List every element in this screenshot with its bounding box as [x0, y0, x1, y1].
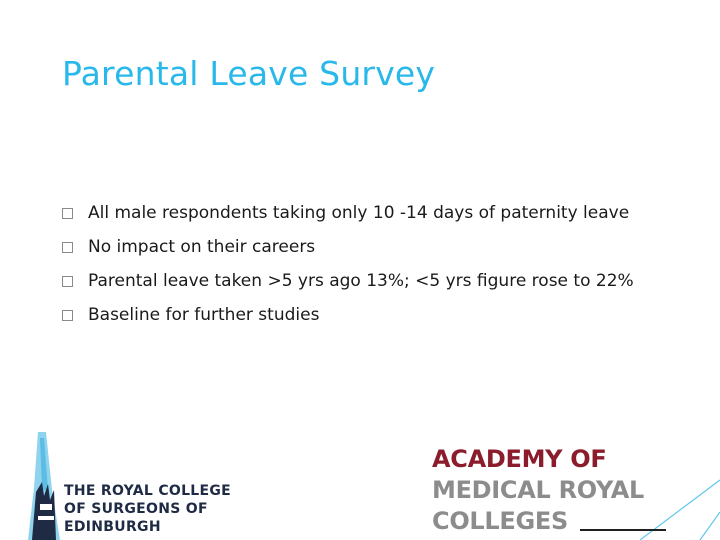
bullet-item: [62, 298, 634, 332]
amrc-line: COLLEGES: [432, 507, 568, 535]
slide-title: Parental Leave Survey: [62, 54, 436, 93]
checkbox-bullet-icon: [62, 208, 73, 219]
amrc-underline: [580, 529, 666, 531]
checkbox-bullet-icon: [62, 242, 73, 253]
bullet-text: Parental leave taken >5 yrs ago 13%; <5 yrs figure rose to 22%: [88, 271, 634, 291]
rcsed-line: EDINBURGH: [64, 519, 161, 535]
amrc-line: MEDICAL ROYAL: [432, 476, 645, 504]
bullet-text: No impact on their careers: [88, 237, 316, 257]
checkbox-bullet-icon: [62, 310, 73, 321]
amrc-logo: [432, 444, 666, 537]
bullet-item: [62, 230, 634, 264]
rcsed-logo-text: [64, 482, 231, 536]
rcsed-line: THE ROYAL COLLEGE: [64, 483, 232, 499]
bullet-item: [62, 264, 634, 298]
bullet-item: [62, 196, 634, 230]
rcsed-line: OF SURGEONS OF: [64, 501, 208, 517]
bullet-text: Baseline for further studies: [88, 305, 320, 325]
bullet-list: [62, 196, 634, 332]
bullet-text: All male respondents taking only 10 -14 days of paternity leave: [88, 203, 630, 223]
amrc-line-wrap: [432, 506, 666, 537]
amrc-line: ACADEMY OF: [432, 445, 607, 473]
checkbox-bullet-icon: [62, 276, 73, 287]
